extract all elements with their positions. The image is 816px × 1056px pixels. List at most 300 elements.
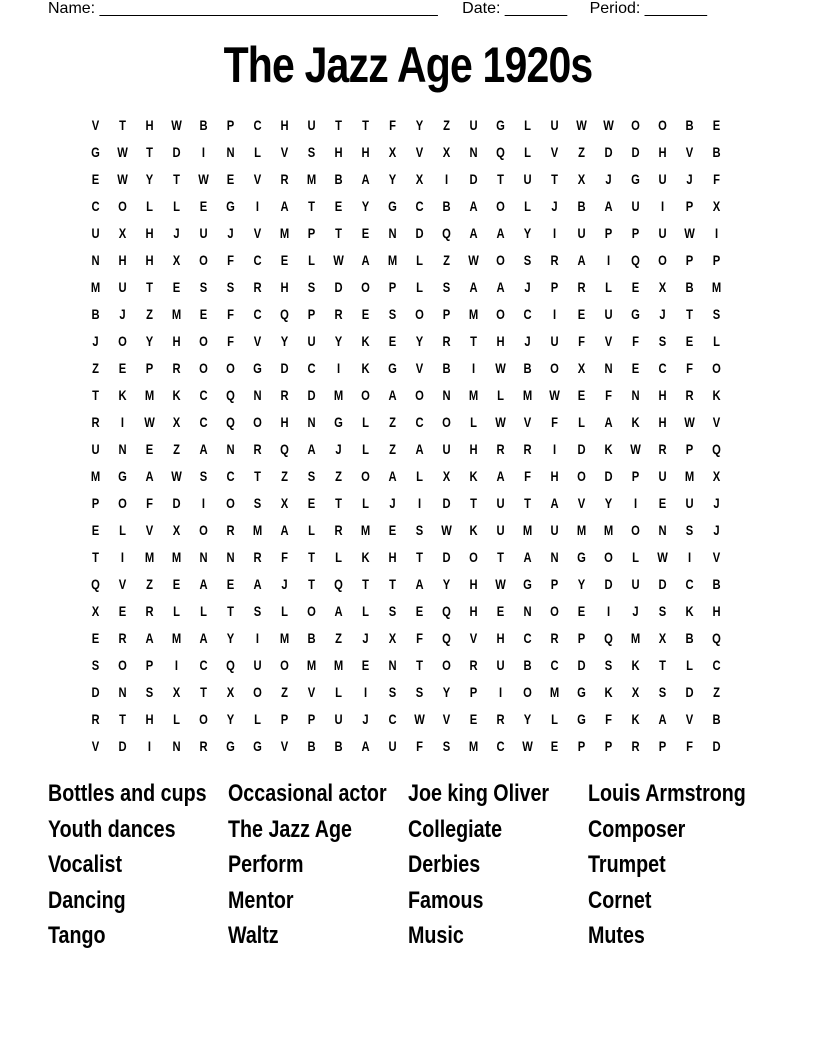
grid-letter[interactable]: J — [335, 441, 342, 457]
grid-letter[interactable]: R — [550, 252, 559, 268]
grid-letter[interactable]: G — [388, 198, 397, 214]
grid-letter[interactable]: U — [523, 171, 532, 187]
grid-letter[interactable]: W — [684, 414, 695, 430]
grid-letter[interactable]: M — [171, 306, 182, 322]
grid-letter[interactable]: E — [118, 603, 127, 619]
grid-letter[interactable]: O — [199, 333, 208, 349]
grid-letter[interactable]: R — [496, 441, 505, 457]
grid-letter[interactable]: C — [415, 198, 424, 214]
grid-letter[interactable]: U — [685, 495, 694, 511]
grid-letter[interactable]: J — [389, 495, 396, 511]
grid-letter[interactable]: M — [306, 171, 317, 187]
grid-letter[interactable]: B — [307, 630, 316, 646]
grid-letter[interactable]: L — [524, 117, 531, 133]
grid-letter[interactable]: R — [442, 333, 451, 349]
grid-letter[interactable]: O — [442, 657, 451, 673]
grid-letter[interactable]: W — [495, 576, 506, 592]
grid-letter[interactable]: M — [306, 657, 317, 673]
grid-letter[interactable]: S — [307, 144, 316, 160]
grid-letter[interactable]: Z — [173, 441, 180, 457]
grid-letter[interactable]: S — [145, 684, 154, 700]
grid-letter[interactable]: E — [496, 603, 505, 619]
grid-letter[interactable]: C — [253, 252, 262, 268]
grid-letter[interactable]: I — [336, 360, 341, 376]
grid-letter[interactable]: L — [362, 441, 369, 457]
grid-letter[interactable]: T — [173, 171, 180, 187]
grid-letter[interactable]: M — [90, 468, 101, 484]
grid-letter[interactable]: W — [441, 522, 452, 538]
grid-letter[interactable]: K — [604, 684, 613, 700]
grid-letter[interactable]: O — [712, 360, 721, 376]
grid-letter[interactable]: E — [280, 252, 289, 268]
grid-letter[interactable]: B — [712, 144, 721, 160]
grid-letter[interactable]: U — [307, 333, 316, 349]
grid-letter[interactable]: Y — [280, 333, 289, 349]
grid-letter[interactable]: N — [226, 549, 235, 565]
grid-letter[interactable]: A — [496, 225, 505, 241]
grid-letter[interactable]: M — [144, 549, 155, 565]
grid-letter[interactable]: M — [522, 387, 533, 403]
grid-letter[interactable]: O — [199, 360, 208, 376]
grid-letter[interactable]: H — [712, 603, 721, 619]
grid-letter[interactable]: J — [281, 576, 288, 592]
grid-letter[interactable]: F — [686, 738, 693, 754]
grid-letter[interactable]: F — [227, 333, 234, 349]
grid-letter[interactable]: P — [307, 306, 316, 322]
grid-letter[interactable]: V — [118, 576, 127, 592]
grid-letter[interactable]: G — [577, 549, 586, 565]
grid-letter[interactable]: E — [226, 171, 235, 187]
grid-letter[interactable]: E — [415, 603, 424, 619]
grid-letter[interactable]: U — [91, 441, 100, 457]
grid-letter[interactable]: M — [333, 387, 344, 403]
grid-letter[interactable]: H — [280, 414, 289, 430]
grid-letter[interactable]: O — [658, 117, 667, 133]
grid-letter[interactable]: F — [578, 333, 585, 349]
grid-letter[interactable]: S — [415, 522, 424, 538]
grid-letter[interactable]: R — [496, 711, 505, 727]
grid-letter[interactable]: H — [469, 603, 478, 619]
grid-letter[interactable]: A — [361, 738, 370, 754]
grid-letter[interactable]: Z — [389, 441, 396, 457]
grid-letter[interactable]: A — [334, 603, 343, 619]
grid-letter[interactable]: T — [416, 657, 423, 673]
grid-letter[interactable]: F — [281, 549, 288, 565]
grid-letter[interactable]: S — [307, 468, 316, 484]
grid-letter[interactable]: P — [307, 711, 316, 727]
grid-letter[interactable]: W — [117, 144, 128, 160]
grid-letter[interactable]: A — [577, 252, 586, 268]
grid-letter[interactable]: K — [361, 333, 370, 349]
grid-letter[interactable]: X — [631, 684, 640, 700]
grid-letter[interactable]: D — [469, 171, 478, 187]
grid-letter[interactable]: A — [658, 711, 667, 727]
grid-letter[interactable]: A — [469, 279, 478, 295]
grid-letter[interactable]: W — [144, 414, 155, 430]
grid-letter[interactable]: Q — [280, 306, 289, 322]
grid-letter[interactable]: O — [631, 117, 640, 133]
grid-letter[interactable]: A — [199, 576, 208, 592]
grid-letter[interactable]: V — [415, 144, 424, 160]
grid-letter[interactable]: L — [632, 549, 639, 565]
grid-letter[interactable]: M — [468, 306, 479, 322]
grid-letter[interactable]: L — [146, 198, 153, 214]
grid-letter[interactable]: W — [495, 360, 506, 376]
grid-letter[interactable]: H — [280, 279, 289, 295]
grid-letter[interactable]: K — [631, 711, 640, 727]
grid-letter[interactable]: F — [605, 711, 612, 727]
grid-letter[interactable]: H — [118, 252, 127, 268]
grid-letter[interactable]: A — [253, 576, 262, 592]
grid-letter[interactable]: X — [712, 468, 721, 484]
grid-letter[interactable]: E — [118, 360, 127, 376]
grid-letter[interactable]: P — [550, 576, 559, 592]
grid-letter[interactable]: L — [281, 603, 288, 619]
grid-letter[interactable]: U — [91, 225, 100, 241]
grid-letter[interactable]: B — [442, 198, 451, 214]
grid-letter[interactable]: X — [172, 414, 181, 430]
grid-letter[interactable]: Y — [442, 576, 451, 592]
grid-letter[interactable]: G — [253, 360, 262, 376]
grid-letter[interactable]: D — [442, 549, 451, 565]
grid-letter[interactable]: V — [712, 414, 721, 430]
grid-letter[interactable]: C — [91, 198, 100, 214]
grid-letter[interactable]: M — [360, 522, 371, 538]
grid-letter[interactable]: R — [145, 603, 154, 619]
grid-letter[interactable]: B — [685, 279, 694, 295]
grid-letter[interactable]: D — [577, 657, 586, 673]
grid-letter[interactable]: E — [388, 522, 397, 538]
grid-letter[interactable]: T — [227, 603, 234, 619]
grid-letter[interactable]: G — [226, 738, 235, 754]
grid-letter[interactable]: B — [712, 576, 721, 592]
grid-letter[interactable]: O — [361, 279, 370, 295]
grid-letter[interactable]: S — [91, 657, 100, 673]
grid-letter[interactable]: E — [226, 576, 235, 592]
grid-letter[interactable]: Y — [415, 333, 424, 349]
grid-letter[interactable]: R — [253, 549, 262, 565]
grid-letter[interactable]: L — [686, 657, 693, 673]
grid-letter[interactable]: K — [172, 387, 181, 403]
grid-letter[interactable]: E — [577, 603, 586, 619]
grid-letter[interactable]: T — [362, 576, 369, 592]
grid-letter[interactable]: V — [712, 549, 721, 565]
grid-letter[interactable]: E — [361, 225, 370, 241]
grid-letter[interactable]: R — [226, 522, 235, 538]
grid-letter[interactable]: S — [523, 252, 532, 268]
grid-letter[interactable]: G — [253, 738, 262, 754]
grid-letter[interactable]: O — [415, 306, 424, 322]
grid-letter[interactable]: U — [550, 333, 559, 349]
grid-letter[interactable]: G — [388, 360, 397, 376]
grid-letter[interactable]: O — [253, 684, 262, 700]
grid-letter[interactable]: X — [577, 360, 586, 376]
grid-letter[interactable]: U — [442, 441, 451, 457]
grid-letter[interactable]: O — [199, 711, 208, 727]
grid-letter[interactable]: R — [91, 414, 100, 430]
grid-letter[interactable]: N — [118, 441, 127, 457]
grid-letter[interactable]: M — [171, 549, 182, 565]
grid-letter[interactable]: X — [280, 495, 289, 511]
grid-letter[interactable]: C — [496, 738, 505, 754]
grid-letter[interactable]: M — [252, 522, 263, 538]
grid-letter[interactable]: H — [550, 468, 559, 484]
grid-letter[interactable]: T — [524, 495, 531, 511]
grid-letter[interactable]: E — [172, 279, 181, 295]
grid-letter[interactable]: L — [362, 603, 369, 619]
grid-letter[interactable]: O — [523, 684, 532, 700]
grid-letter[interactable]: P — [388, 279, 397, 295]
grid-letter[interactable]: H — [658, 387, 667, 403]
grid-letter[interactable]: P — [91, 495, 100, 511]
grid-letter[interactable]: F — [605, 387, 612, 403]
grid-letter[interactable]: T — [470, 333, 477, 349]
grid-letter[interactable]: E — [145, 441, 154, 457]
grid-letter[interactable]: X — [91, 603, 100, 619]
grid-letter[interactable]: S — [307, 279, 316, 295]
grid-letter[interactable]: Y — [415, 117, 424, 133]
grid-letter[interactable]: Q — [442, 603, 451, 619]
grid-letter[interactable]: J — [524, 333, 531, 349]
grid-letter[interactable]: U — [550, 117, 559, 133]
grid-letter[interactable]: P — [145, 657, 154, 673]
grid-letter[interactable]: I — [552, 306, 557, 322]
grid-letter[interactable]: R — [334, 306, 343, 322]
grid-letter[interactable]: X — [388, 144, 397, 160]
grid-letter[interactable]: I — [120, 414, 125, 430]
grid-letter[interactable]: V — [469, 630, 478, 646]
grid-letter[interactable]: O — [280, 657, 289, 673]
grid-letter[interactable]: D — [604, 576, 613, 592]
grid-letter[interactable]: B — [523, 657, 532, 673]
grid-letter[interactable]: N — [118, 684, 127, 700]
grid-letter[interactable]: D — [712, 738, 721, 754]
grid-letter[interactable]: R — [172, 360, 181, 376]
grid-letter[interactable]: S — [658, 333, 667, 349]
grid-letter[interactable]: G — [226, 198, 235, 214]
grid-letter[interactable]: W — [657, 549, 668, 565]
grid-letter[interactable]: T — [119, 117, 126, 133]
grid-letter[interactable]: X — [577, 171, 586, 187]
grid-letter[interactable]: Q — [712, 441, 721, 457]
grid-letter[interactable]: O — [577, 468, 586, 484]
grid-letter[interactable]: K — [631, 657, 640, 673]
grid-letter[interactable]: F — [416, 738, 423, 754]
grid-letter[interactable]: D — [118, 738, 127, 754]
grid-letter[interactable]: P — [631, 468, 640, 484]
grid-letter[interactable]: X — [415, 171, 424, 187]
grid-letter[interactable]: Y — [577, 576, 586, 592]
grid-letter[interactable]: W — [549, 387, 560, 403]
grid-letter[interactable]: C — [523, 630, 532, 646]
grid-letter[interactable]: N — [550, 549, 559, 565]
grid-letter[interactable]: L — [308, 522, 315, 538]
grid-letter[interactable]: P — [145, 360, 154, 376]
grid-letter[interactable]: U — [658, 171, 667, 187]
grid-letter[interactable]: L — [524, 144, 531, 160]
grid-letter[interactable]: A — [361, 171, 370, 187]
grid-letter[interactable]: L — [119, 522, 126, 538]
grid-letter[interactable]: H — [145, 711, 154, 727]
grid-letter[interactable]: C — [658, 360, 667, 376]
grid-letter[interactable]: A — [361, 252, 370, 268]
grid-letter[interactable]: T — [200, 684, 207, 700]
grid-letter[interactable]: R — [550, 630, 559, 646]
grid-letter[interactable]: O — [415, 387, 424, 403]
grid-letter[interactable]: M — [630, 630, 641, 646]
grid-letter[interactable]: K — [469, 468, 478, 484]
grid-letter[interactable]: E — [388, 333, 397, 349]
grid-letter[interactable]: Y — [523, 711, 532, 727]
grid-letter[interactable]: V — [145, 522, 154, 538]
grid-letter[interactable]: V — [604, 333, 613, 349]
grid-letter[interactable]: J — [713, 495, 720, 511]
grid-letter[interactable]: I — [633, 495, 638, 511]
grid-letter[interactable]: H — [658, 414, 667, 430]
grid-letter[interactable]: I — [552, 441, 557, 457]
grid-letter[interactable]: Q — [226, 657, 235, 673]
grid-letter[interactable]: D — [604, 468, 613, 484]
grid-letter[interactable]: W — [171, 117, 182, 133]
grid-letter[interactable]: N — [388, 657, 397, 673]
grid-letter[interactable]: L — [416, 252, 423, 268]
grid-letter[interactable]: A — [550, 495, 559, 511]
grid-letter[interactable]: C — [253, 117, 262, 133]
grid-letter[interactable]: T — [308, 549, 315, 565]
grid-letter[interactable]: V — [307, 684, 316, 700]
grid-letter[interactable]: O — [118, 657, 127, 673]
grid-letter[interactable]: L — [470, 414, 477, 430]
grid-letter[interactable]: B — [577, 198, 586, 214]
grid-letter[interactable]: O — [118, 198, 127, 214]
grid-letter[interactable]: M — [549, 684, 560, 700]
grid-letter[interactable]: F — [551, 414, 558, 430]
grid-letter[interactable]: B — [307, 738, 316, 754]
grid-letter[interactable]: Z — [389, 414, 396, 430]
grid-letter[interactable]: K — [604, 441, 613, 457]
grid-letter[interactable]: E — [469, 711, 478, 727]
grid-letter[interactable]: C — [199, 657, 208, 673]
grid-letter[interactable]: F — [416, 630, 423, 646]
grid-letter[interactable]: A — [280, 198, 289, 214]
grid-letter[interactable]: B — [199, 117, 208, 133]
grid-letter[interactable]: A — [199, 630, 208, 646]
grid-letter[interactable]: T — [497, 171, 504, 187]
grid-letter[interactable]: E — [685, 333, 694, 349]
grid-letter[interactable]: D — [91, 684, 100, 700]
grid-letter[interactable]: M — [90, 279, 101, 295]
grid-letter[interactable]: C — [199, 387, 208, 403]
grid-letter[interactable]: Q — [631, 252, 640, 268]
grid-letter[interactable]: I — [498, 684, 503, 700]
grid-letter[interactable]: I — [147, 738, 152, 754]
grid-letter[interactable]: W — [198, 171, 209, 187]
grid-letter[interactable]: A — [604, 414, 613, 430]
grid-letter[interactable]: M — [603, 522, 614, 538]
grid-letter[interactable]: L — [173, 198, 180, 214]
grid-letter[interactable]: M — [522, 522, 533, 538]
grid-letter[interactable]: M — [333, 657, 344, 673]
grid-letter[interactable]: S — [712, 306, 721, 322]
grid-letter[interactable]: A — [307, 441, 316, 457]
grid-letter[interactable]: U — [604, 306, 613, 322]
grid-letter[interactable]: Y — [334, 333, 343, 349]
grid-letter[interactable]: J — [362, 630, 369, 646]
grid-letter[interactable]: C — [712, 657, 721, 673]
grid-letter[interactable]: L — [362, 414, 369, 430]
grid-letter[interactable]: R — [685, 387, 694, 403]
grid-letter[interactable]: W — [333, 252, 344, 268]
grid-letter[interactable]: R — [253, 279, 262, 295]
grid-letter[interactable]: T — [146, 279, 153, 295]
grid-letter[interactable]: U — [658, 225, 667, 241]
grid-letter[interactable]: W — [171, 468, 182, 484]
grid-letter[interactable]: H — [388, 549, 397, 565]
grid-letter[interactable]: U — [469, 117, 478, 133]
grid-letter[interactable]: W — [495, 414, 506, 430]
grid-letter[interactable]: T — [92, 387, 99, 403]
grid-letter[interactable]: D — [307, 387, 316, 403]
grid-letter[interactable]: R — [658, 441, 667, 457]
grid-letter[interactable]: B — [334, 738, 343, 754]
grid-letter[interactable]: C — [226, 468, 235, 484]
grid-letter[interactable]: E — [91, 630, 100, 646]
grid-letter[interactable]: I — [471, 360, 476, 376]
grid-letter[interactable]: O — [550, 603, 559, 619]
grid-letter[interactable]: O — [307, 603, 316, 619]
grid-letter[interactable]: P — [604, 225, 613, 241]
grid-letter[interactable]: V — [280, 738, 289, 754]
grid-letter[interactable]: L — [524, 198, 531, 214]
grid-letter[interactable]: P — [685, 198, 694, 214]
grid-letter[interactable]: S — [658, 684, 667, 700]
grid-letter[interactable]: G — [631, 171, 640, 187]
grid-letter[interactable]: W — [576, 117, 587, 133]
grid-letter[interactable]: A — [415, 576, 424, 592]
grid-letter[interactable]: A — [496, 279, 505, 295]
grid-letter[interactable]: U — [199, 225, 208, 241]
grid-letter[interactable]: H — [280, 117, 289, 133]
grid-letter[interactable]: Q — [442, 630, 451, 646]
grid-letter[interactable]: Z — [578, 144, 585, 160]
grid-letter[interactable]: P — [577, 738, 586, 754]
grid-letter[interactable]: I — [606, 252, 611, 268]
grid-letter[interactable]: R — [469, 657, 478, 673]
grid-letter[interactable]: U — [496, 522, 505, 538]
grid-letter[interactable]: I — [444, 171, 449, 187]
grid-letter[interactable]: V — [91, 117, 100, 133]
name-field[interactable]: Name: ______________________________________ — [48, 0, 438, 17]
grid-letter[interactable]: O — [199, 522, 208, 538]
grid-letter[interactable]: W — [414, 711, 425, 727]
grid-letter[interactable]: Y — [388, 171, 397, 187]
grid-letter[interactable]: M — [684, 468, 695, 484]
grid-letter[interactable]: E — [658, 495, 667, 511]
grid-letter[interactable]: H — [658, 144, 667, 160]
grid-letter[interactable]: H — [334, 144, 343, 160]
grid-letter[interactable]: O — [253, 414, 262, 430]
grid-letter[interactable]: L — [416, 468, 423, 484]
grid-letter[interactable]: S — [604, 657, 613, 673]
grid-letter[interactable]: Z — [335, 468, 342, 484]
grid-letter[interactable]: K — [361, 360, 370, 376]
grid-letter[interactable]: A — [388, 468, 397, 484]
grid-letter[interactable]: R — [253, 441, 262, 457]
grid-letter[interactable]: O — [469, 549, 478, 565]
grid-letter[interactable]: F — [686, 360, 693, 376]
grid-letter[interactable]: A — [523, 549, 532, 565]
grid-letter[interactable]: U — [253, 657, 262, 673]
